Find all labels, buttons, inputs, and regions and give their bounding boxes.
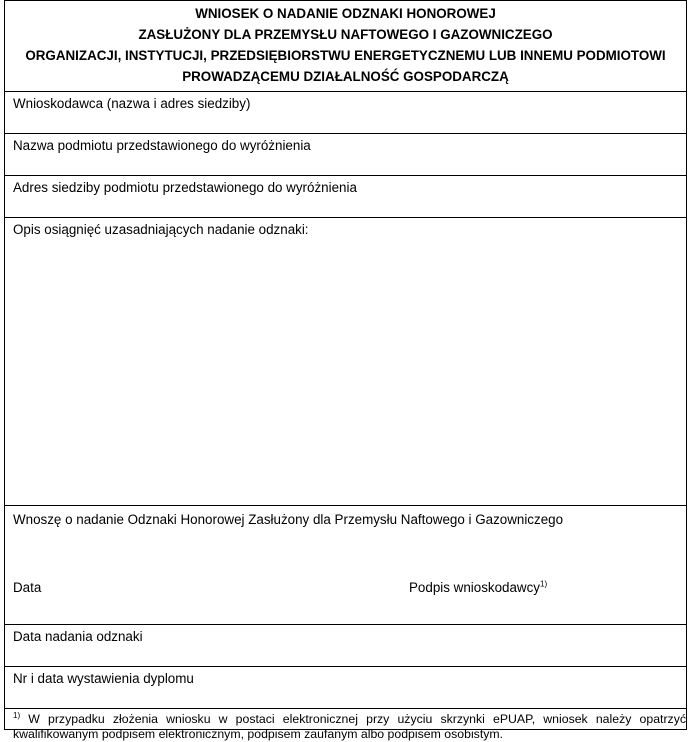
application-form [4,0,687,741]
award-date-field[interactable] [5,625,686,667]
achievements-field[interactable] [5,218,686,506]
date-label: Data [13,580,42,595]
award-date-label: Data nadania odznaki [13,629,143,644]
footnote-ref: 1) [13,710,21,720]
form-title-line-2: ZASŁUŻONY DLA PRZEMYSŁU NAFTOWEGO I GAZOWNICZEGO [138,27,553,42]
form-title-line-4: PROWADZĄCEMU DZIAŁALNOŚĆ GOSPODARCZĄ [182,69,509,84]
form-title-line-3: ORGANIZACJI, INSTYTUCJI, PRZEDSIĘBIORSTWU ENERGETYCZNEMU LUB INNEMU PODMIOTOWI [25,48,666,63]
footnote [5,709,686,742]
applicant-field[interactable] [5,92,686,134]
entity-name-field[interactable] [5,134,686,176]
entity-address-label: Adres siedziby podmiotu przedstawionego do wyróżnienia [13,180,357,195]
signature-field[interactable] [409,580,547,596]
request-section [5,506,686,625]
date-field[interactable] [13,580,41,596]
diploma-label: Nr i data wystawienia dyplomu [13,671,194,686]
footnote-text: W przypadku złożenia wniosku w postaci elektronicznej przy użyciu skrzynki ePUAP, wniosek należy opatrzyć kwalifikowanym podpisem elektronicznym, podpisem zaufanym albo podpisem osobistym. [13,712,686,741]
request-statement: Wnoszę o nadanie Odznaki Honorowej Zasłużony dla Przemysłu Naftowego i Gazowniczego [13,512,564,527]
signature-footnote-ref: 1) [540,579,548,589]
form-header [5,1,686,92]
form-title-line-1: WNIOSEK O NADANIE ODZNAKI HONOROWEJ [195,6,496,21]
achievements-label: Opis osiągnięć uzasadniających nadanie odznaki: [13,222,309,237]
diploma-field[interactable] [5,667,686,709]
signature-label: Podpis wnioskodawcy [409,580,540,595]
entity-name-label: Nazwa podmiotu przedstawionego do wyróżnienia [13,138,311,153]
applicant-label: Wnioskodawca (nazwa i adres siedziby) [13,96,251,111]
entity-address-field[interactable] [5,176,686,218]
